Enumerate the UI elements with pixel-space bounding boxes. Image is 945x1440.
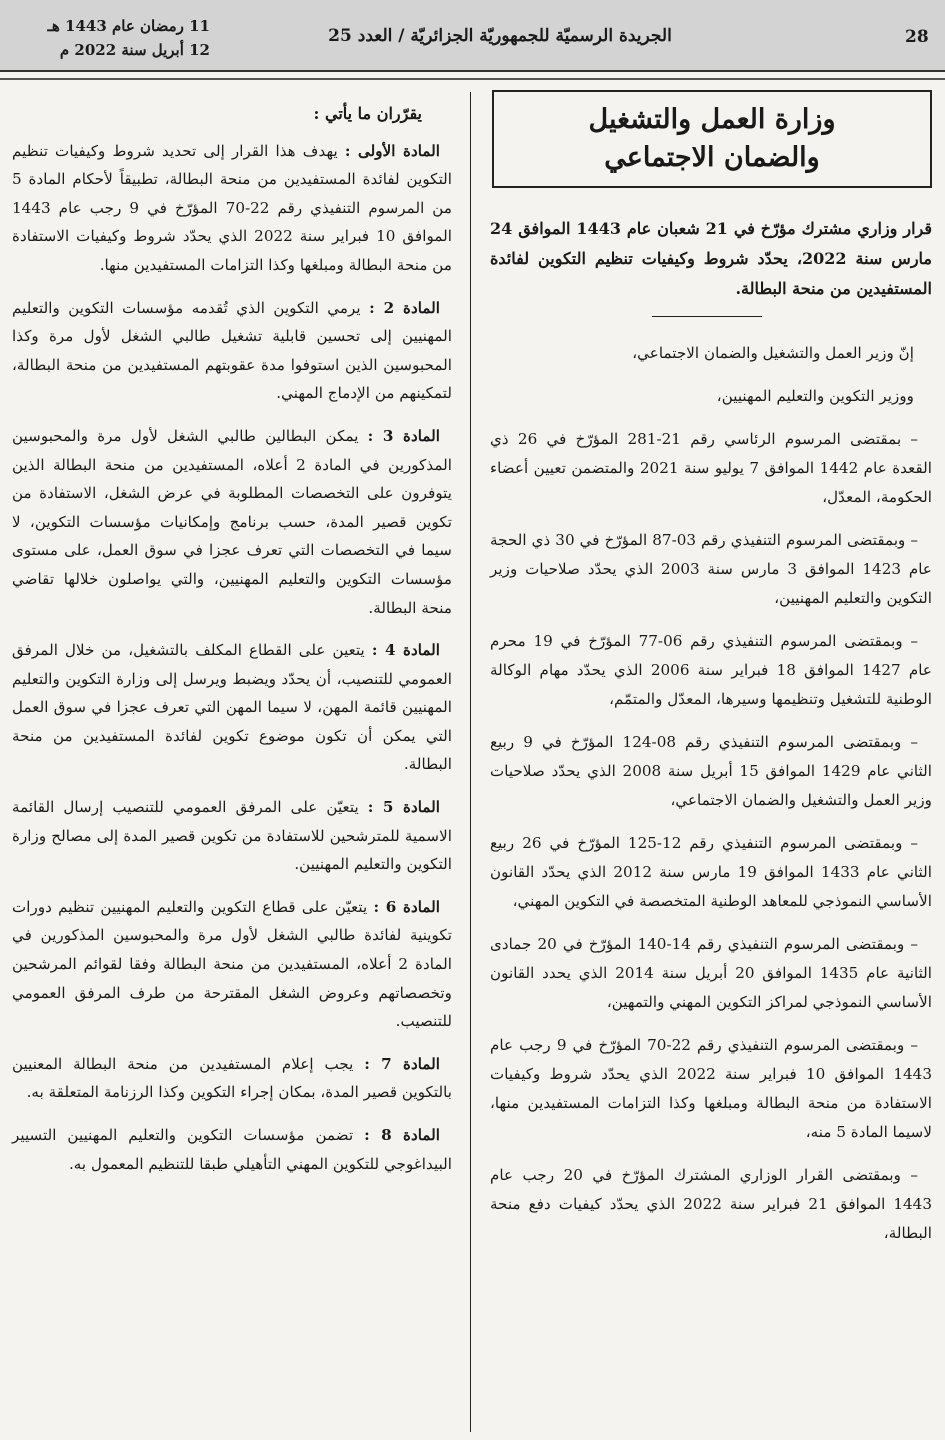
- article-text: يتعيّن على قطاع التكوين والتعليم المهنيين تنظيم دورات تكوينية لفائدة طالبي الشغل لأول مرة والمحبوسين المذكورين في المادة 2 أعلاه، المستفيدين من منحة البطالة وفقا لقوائم المرشحين وتخصصاتهم وعروض الشغل المقترحة من طرف المرفق العمومي للتنصيب.: [12, 897, 452, 1031]
- article-paragraph: [12, 294, 452, 408]
- article-text: يهدف هذا القرار إلى تحديد شروط وكيفيات تنظيم التكوين لفائدة المستفيدين من منحة البطالة، تطبيقاً لأحكام المادة 5 من المرسوم التنفيذي رقم 22-70 المؤرّخ في 9 رجب عام 1443 الموافق 10 فبراير سنة 2022 الذي يحدّد شروط وكيفيات الاستفادة من منحة البطالة ومبلغها وكذا التزامات المستفيدين منها.: [12, 141, 453, 274]
- column-divider: [470, 92, 471, 1432]
- visa-paragraph: – وبمقتضى المرسوم التنفيذي رقم 22-70 المؤرّخ في 9 رجب عام 1443 الموافق 10 فبراير سنة 2022 الذي يحدّد شروط وكيفيات الاستفادة من منحة البطالة ومبلغها وكذا التزامات المستفيدين منها، لاسيما المادة 5 منه،: [490, 1036, 933, 1141]
- ministry-line-1: وزارة العمل والتشغيل: [588, 104, 836, 135]
- article-label: المادة 5 :: [367, 798, 440, 817]
- right-column: [490, 214, 932, 1262]
- article-paragraph: [12, 137, 452, 280]
- visa-paragraph: – وبمقتضى المرسوم التنفيذي رقم 08-124 المؤرّخ في 9 ربيع الثاني عام 1429 الموافق 15 أبريل سنة 2008 الذي يحدّد صلاحيات وزير العمل والتشغيل والضمان الاجتماعي،: [490, 733, 932, 809]
- decree-intro-1: إنّ وزير العمل والتشغيل والضمان الاجتماعي،: [632, 344, 914, 362]
- article-label: المادة 2 :: [369, 298, 440, 317]
- decree-intro-2: ووزير التكوين والتعليم المهنيين،: [716, 387, 914, 405]
- left-column: [12, 100, 452, 1192]
- article-paragraph: [12, 1121, 452, 1178]
- article-label: المادة الأولى :: [344, 141, 440, 160]
- visa-paragraph: – بمقتضى المرسوم الرئاسي رقم 21-281 المؤرّخ في 26 ذي القعدة عام 1442 الموافق 7 يوليو سنة 2021 والمتضمن تعيين أعضاء الحكومة، المعدّل،: [490, 430, 932, 506]
- date-gregorian: 12 أبريل سنة 2022 م: [59, 41, 210, 59]
- article-text: يجب إعلام المستفيدين من منحة البطالة المعنيين بالتكوين قصير المدة، بمكان إجراء التكوين وكذا الرزنامة المتعلقة به.: [12, 1054, 452, 1102]
- article-label: المادة 6 :: [373, 897, 440, 916]
- issue-date: [10, 14, 210, 62]
- decree-title: قرار وزاري مشترك مؤرّخ في 21 شعبان عام 1443 الموافق 24 مارس سنة 2022، يحدّد شروط وكيفيات تنظيم التكوين لفائدة المستفيدين من منحة البطالة.: [490, 219, 932, 298]
- article-paragraph: [12, 422, 452, 622]
- article-text: تضمن مؤسسات التكوين والتعليم المهنيين التسيير البيداغوجي للتكوين المهني التأهيلي طبقا للتنظيم المعمول به.: [12, 1126, 452, 1173]
- page-number: 28: [905, 27, 929, 47]
- article-text: يرمي التكوين الذي تُقدمه مؤسسات التكوين والتعليم المهنيين إلى تحسين قابلية تشغيل طالبي الشغل لأول مرة وكذا المحبوسين الذين استوفوا مدة عقوبتهم المستفيدين من منحة البطالة، لتمكينهم من الإدماج المهني.: [12, 298, 452, 403]
- header-divider: [0, 78, 945, 80]
- visa-paragraph: – وبمقتضى القرار الوزاري المشترك المؤرّخ في 20 رجب عام 1443 الموافق 21 فبراير سنة 2022 الذي يحدّد كيفيات دفع منحة البطالة،: [490, 1166, 933, 1242]
- visa-paragraph: – وبمقتضى المرسوم التنفيذي رقم 03-87 المؤرّخ في 30 ذي الحجة عام 1423 الموافق 3 مارس سنة 2003 الذي يحدّد صلاحيات وزير التكوين والتعليم المهنيين،: [490, 531, 932, 607]
- title-separator: [652, 316, 762, 317]
- visa-paragraph: – وبمقتضى المرسوم التنفيذي رقم 06-77 المؤرّخ في 19 محرم عام 1427 الموافق 18 فبراير سنة 2006 الذي يحدّد مهام الوكالة الوطنية للتشغيل وتنظيمها وسيرها، المعدّل والمتمّم،: [490, 632, 932, 708]
- article-paragraph: [12, 1050, 452, 1107]
- article-paragraph: [12, 636, 452, 779]
- ministry-line-2: والضمان الاجتماعي: [604, 142, 820, 173]
- article-text: يمكن البطالين طالبي الشغل لأول مرة والمحبوسين المذكورين في المادة 2 أعلاه، المستفيدين من منحة البطالة الذين يتوفرون على التخصصات المطلوبة في عرض الشغل، الاستفادة من تكوين قصير المدة، حسب برنامج وإمكانيات مؤسسات التكوين، لا سيما في التخصصات التي تعرف عجزا في سوق العمل، على مستوى مؤسسات التكوين والتعليم المهنيين، والتي يواصلون خلالها تقاضي منحة البطالة.: [12, 426, 452, 617]
- ministry-heading: [492, 90, 932, 188]
- visa-paragraph: – وبمقتضى المرسوم التنفيذي رقم 14-140 المؤرّخ في 20 جمادى الثانية عام 1435 الموافق 20 أبريل سنة 2014 الذي يحدد القانون الأساسي النموذجي لمراكز التكوين المهني والتمهين،: [490, 935, 932, 1011]
- gazette-title: الجريدة الرسميّة للجمهوريّة الجزائريّة / العدد 25: [328, 26, 672, 46]
- article-label: المادة 3 :: [367, 426, 440, 445]
- article-label: المادة 8 :: [364, 1126, 440, 1144]
- article-paragraph: [12, 793, 452, 879]
- article-label: المادة 7 :: [364, 1054, 440, 1073]
- article-text: يتعين على القطاع المكلف بالتشغيل، من خلال المرفق العمومي للتنصيب، أن يحدّد ويضبط ويرسل إلى وزارة التكوين والتعليم المهنيين قائمة المهن، لا سيما المهن التي تعرف عجزا في سوق العمل التي يمكن أن تكون موضوع تكوين لفائدة المستفيدين من منحة البطالة.: [12, 641, 452, 774]
- date-hijri: 11 رمضان عام 1443 هـ: [47, 17, 210, 35]
- article-label: المادة 4 :: [371, 641, 440, 660]
- visa-paragraph: – وبمقتضى المرسوم التنفيذي رقم 12-125 المؤرّخ في 26 ربيع الثاني عام 1433 الموافق 19 مارس سنة 2012 الذي يحدّد القانون الأساسي النموذجي للمعاهد الوطنية المتخصصة في التكوين المهني،: [490, 834, 932, 910]
- article-text: يتعيّن على المرفق العمومي للتنصيب إرسال القائمة الاسمية للمترشحين للاستفادة من تكوين قصير المدة إلى مصالح وزارة التكوين والتعليم المهنيين.: [12, 798, 452, 874]
- article-paragraph: [12, 893, 452, 1036]
- decide-heading: يقرّران ما يأتي :: [313, 104, 422, 123]
- page-header: [0, 0, 945, 72]
